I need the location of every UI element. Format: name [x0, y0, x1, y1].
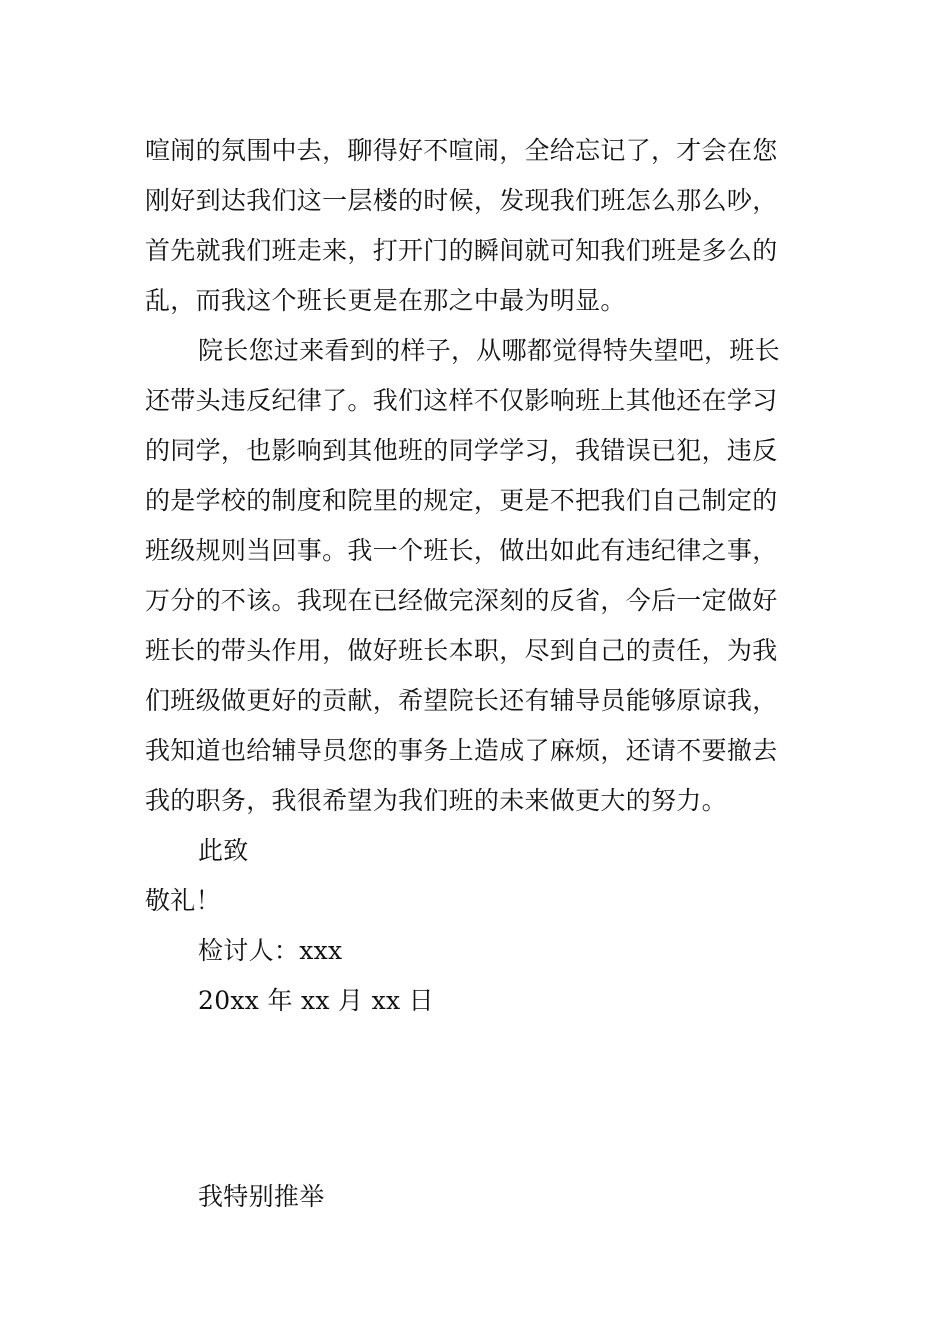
paragraph-2-line-7: 班长的带头作用，做好班长本职，尽到自己的责任，为我 — [145, 636, 778, 665]
paragraph-1-line-4: 乱，而我这个班长更是在那之中最为明显。 — [145, 286, 626, 315]
paragraph-2-line-5: 班级规则当回事。我一个班长，做出如此有违纪律之事， — [145, 536, 778, 565]
closing-greeting: 此致 — [198, 836, 249, 865]
date-line: 20xx 年 xx 月 xx 日 — [198, 986, 434, 1015]
paragraph-1-line-1: 喧闹的氛围中去，聊得好不喧闹，全给忘记了，才会在您 — [145, 136, 778, 165]
signer-line: 检讨人：xxx — [198, 936, 343, 965]
next-section-heading: 我特别推举 — [198, 1182, 325, 1211]
paragraph-1-line-3: 首先就我们班走来，打开门的瞬间就可知我们班是多么的 — [145, 236, 778, 265]
paragraph-2-line-3: 的同学，也影响到其他班的同学学习，我错误已犯，违反 — [145, 436, 778, 465]
closing-salute: 敬礼！ — [145, 886, 221, 915]
paragraph-2-line-2: 还带头违反纪律了。我们这样不仅影响班上其他还在学习 — [145, 386, 778, 415]
paragraph-2-line-9: 我知道也给辅导员您的事务上造成了麻烦，还请不要撤去 — [145, 736, 778, 765]
paragraph-2-line-6: 万分的不该。我现在已经做完深刻的反省，今后一定做好 — [145, 586, 778, 615]
paragraph-2-line-4: 的是学校的制度和院里的规定，更是不把我们自己制定的 — [145, 486, 778, 515]
paragraph-2-line-10: 我的职务，我很希望为我们班的未来做更大的努力。 — [145, 786, 727, 815]
paragraph-1-line-2: 刚好到达我们这一层楼的时候，发现我们班怎么那么吵， — [145, 186, 778, 215]
paragraph-2-line-1: 院长您过来看到的样子，从哪都觉得特失望吧，班长 — [198, 336, 780, 365]
paragraph-2-line-8: 们班级做更好的贡献，希望院长还有辅导员能够原谅我， — [145, 686, 778, 715]
